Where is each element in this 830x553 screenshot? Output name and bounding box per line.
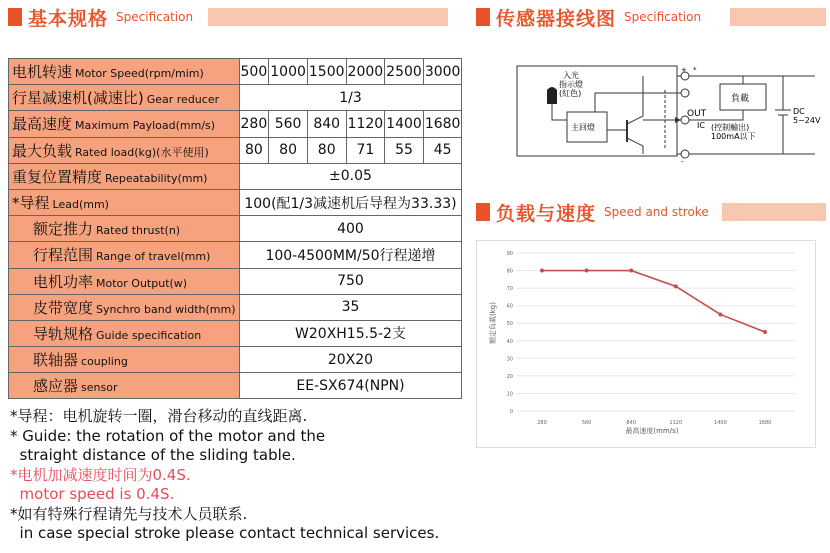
spec-key-en: Guide specification [96,328,202,342]
spec-cell: 500 [239,59,269,85]
wiring-title-en: Specification [624,10,702,24]
x-tick-label: 560 [581,420,592,426]
voltage-label: 5~24V [793,116,821,125]
spec-key-cn: 电机转速 [12,63,73,82]
spec-key [9,216,240,242]
spec-row [9,163,462,189]
spec-key-cn: 电机功率 [33,272,94,291]
wiring-title-cn: 传感器接线图 [496,7,617,30]
spec-value: 750 [239,268,462,294]
spec-value: 400 [239,216,462,242]
spec-key-cn: 额定推力 [33,220,94,239]
ic-label: IC [697,121,705,130]
data-point [629,269,633,273]
spec-key [9,163,240,189]
x-tick-label: 280 [537,420,547,426]
spec-key [9,347,240,373]
spec-row [9,137,462,163]
load-speed-header-bar [722,203,826,221]
spec-cell: 560 [269,111,308,137]
spec-cell: 2000 [346,59,385,85]
x-axis-label: 最高速度(mm/s) [625,427,679,435]
terminal-minus [681,150,689,158]
spec-key-cn: 重复位置精度 [12,167,103,186]
spec-key [9,189,240,215]
spec-value: 20X20 [239,347,462,373]
spec-cell: 3000 [423,59,462,85]
note-line: *如有特殊行程请先与技术人员联系. [10,504,248,523]
notes [10,407,450,544]
spec-cell: 1000 [269,59,308,85]
x-tick-label: 1400 [714,420,727,426]
data-point [674,284,678,288]
led-label-2: 指示燈 [559,80,583,89]
spec-row [9,294,462,320]
data-point [540,269,544,273]
spec-key [9,268,240,294]
spec-cell: 80 [269,137,308,163]
spec-cell: 2500 [385,59,424,85]
section-marker [476,8,490,26]
spec-key-en: coupling [81,355,128,369]
x-tick-label: 840 [626,420,636,426]
spec-key [9,373,240,399]
spec-key [9,137,240,163]
spec-cell: 80 [307,137,346,163]
spec-key-en: Range of travel(mm) [96,250,211,264]
y-tick-label: 80 [506,268,513,275]
led-label-3: (紅色) [559,89,582,98]
spec-key-cn: 感应器 [33,377,79,396]
spec-row [9,216,462,242]
spec-key-en: Synchro band width(mm) [96,302,236,316]
note-line: motor speed is 0.4S. [10,485,175,503]
spec-key-cn: 皮带宽度 [33,298,94,317]
spec-row [9,85,462,111]
y-tick-label: 30 [506,356,513,363]
spec-key-en: Maximum Payload(mm/s) [75,119,216,133]
spec-key [9,294,240,320]
load-speed-title-en: Speed and stroke [604,205,709,219]
spec-value: W20XH15.5-2支 [239,320,462,346]
data-point [585,269,589,273]
y-tick-label: 70 [506,286,513,293]
spec-key-en: Repeatability(mm) [105,171,208,185]
current-label: 100mA以下 [711,132,756,141]
spec-row [9,347,462,373]
spec-key-en: Gear reducer [146,93,220,107]
spec-key [9,111,240,137]
transistor-emitter [627,138,643,154]
sensor-wiring-diagram [515,60,825,170]
load-speed-chart [476,240,816,448]
load-wire-bottom [705,110,743,120]
spec-key-en: Rated load(kg)(水平使用) [75,145,209,159]
spec-key-cn: 导轨规格 [33,324,94,343]
y-axis-label: 額定負載(kg) [489,302,497,344]
spec-row [9,189,462,215]
spec-key-cn: 行星减速机(减速比) [12,89,144,108]
x-tick-label: 1680 [758,420,772,426]
section-marker [8,8,22,26]
spec-key [9,59,240,85]
spec-row [9,242,462,268]
y-tick-label: 10 [506,391,513,398]
spec-cell: 1500 [307,59,346,85]
data-point [763,330,767,334]
note-line: *电机加减速度时间为0.4S. [10,465,191,484]
spec-row [9,373,462,399]
minus-sign: - [681,158,684,166]
spec-key-en: Motor Output(w) [96,276,188,290]
spec-value: 100(配1/3减速机后导程为33.33) [239,189,462,215]
spec-row [9,268,462,294]
spec-cell: 1400 [385,111,424,137]
spec-key-cn: *导程 [12,194,50,213]
load-speed-title-cn: 负载与速度 [496,202,597,225]
out-label: OUT [687,109,707,119]
spec-value: 35 [239,294,462,320]
plus-sign: + [681,66,687,74]
note-line: *导程：电机旋转一圈，滑台移动的直线距离. [10,407,308,425]
dc-label: DC [793,107,805,116]
note-line: * Guide: the rotation of the motor and the [10,426,326,445]
spec-header-bar [208,8,448,26]
y-tick-label: 60 [506,303,513,310]
spec-cell: 280 [239,111,269,137]
load-speed-section-header [476,201,709,223]
note-line: straight distance of the sliding table. [10,446,296,464]
spec-key-en: Motor Speed(rpm/mim) [75,67,204,81]
star-mark: * [693,66,697,74]
led-label-1: 入光 [563,71,579,80]
wiring-section-header [476,6,701,28]
current-arrow-icon [675,117,681,123]
spec-row [9,59,462,85]
spec-cell: 80 [239,137,269,163]
spec-cell: 1680 [423,111,462,137]
spec-row [9,320,462,346]
led-return-wire [595,93,681,112]
spec-title-cn: 基本规格 [28,7,109,30]
led-icon [547,90,557,104]
spec-key-cn: 行程范围 [33,246,94,265]
led-dome [547,87,557,90]
spec-section-header [8,6,193,28]
y-tick-label: 0 [509,409,513,415]
spec-cell: 55 [385,137,424,163]
x-tick-label: 1120 [669,420,683,426]
spec-value: EE-SX674(NPN) [239,373,462,399]
spec-key-cn: 最高速度 [12,115,73,134]
spec-key [9,242,240,268]
chart-canvas [477,241,817,449]
terminal-led [681,89,689,97]
y-tick-label: 50 [506,321,513,328]
section-marker [476,203,490,221]
data-point [718,312,722,316]
spec-value: ±0.05 [239,163,462,189]
spec-key-cn: 联轴器 [33,351,79,370]
load-label: 負載 [731,94,750,104]
transistor-collector [627,76,643,124]
spec-cell: 71 [346,137,385,163]
control-output-label: (控制輸出) [711,123,750,132]
spec-cell: 45 [423,137,462,163]
led-wire [552,104,567,120]
main-circuit-label: 主回燈 [571,123,595,132]
wiring-header-bar [730,8,826,26]
y-tick-label: 90 [506,251,513,257]
note-line: in case special stroke please contact technical services. [10,524,440,542]
spec-value: 100-4500MM/50行程递增 [239,242,462,268]
spec-row [9,111,462,137]
spec-value: 1/3 [239,85,462,111]
spec-table [8,58,462,399]
spec-title-en: Specification [116,10,194,24]
spec-key [9,85,240,111]
y-tick-label: 20 [506,373,513,380]
spec-key-cn: 最大负载 [12,141,73,160]
spec-cell: 1120 [346,111,385,137]
spec-key [9,320,240,346]
spec-key-en: Lead(mm) [52,198,109,212]
spec-key-en: sensor [81,381,118,395]
spec-key-en: Rated thrust(n) [96,224,181,238]
y-tick-label: 40 [506,338,513,345]
spec-cell: 840 [307,111,346,137]
